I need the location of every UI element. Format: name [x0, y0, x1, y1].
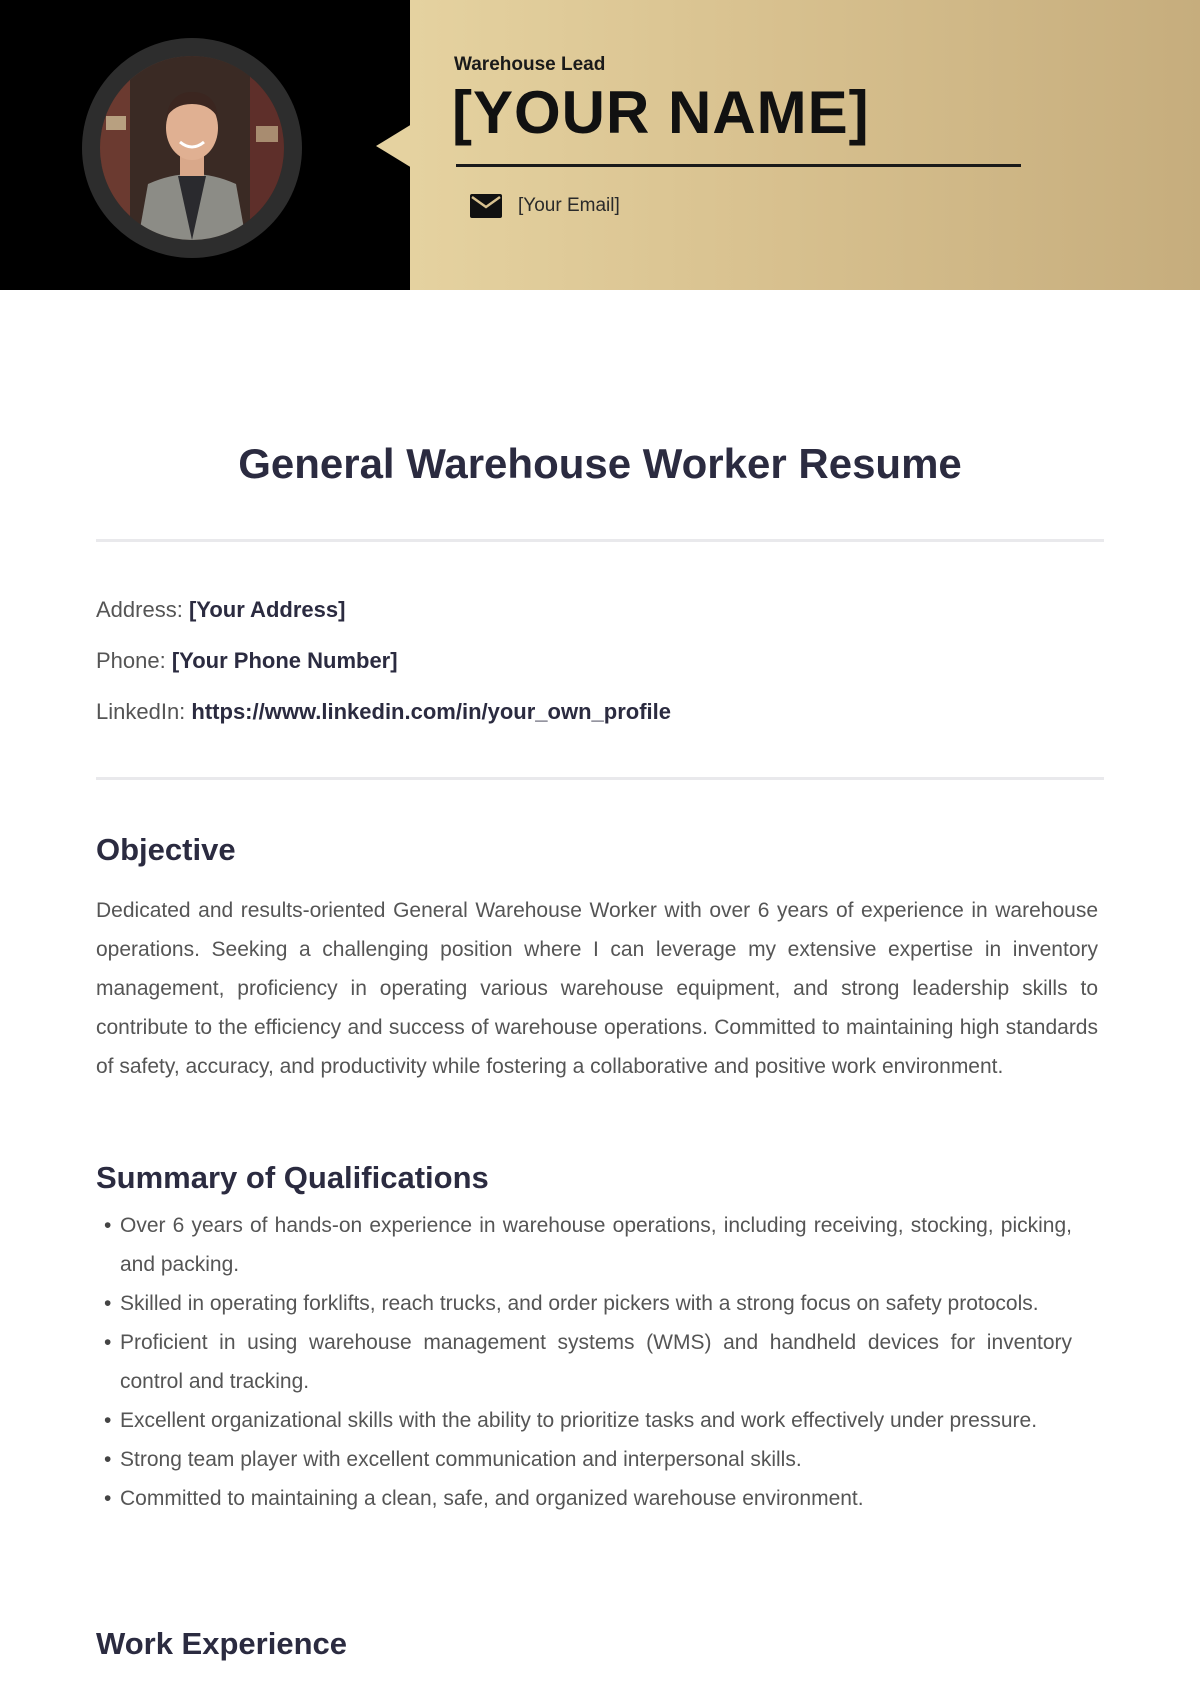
email-text: [Your Email]	[518, 195, 620, 216]
list-item: • Strong team player with excellent communication and interpersonal skills.	[96, 1440, 1072, 1479]
profile-photo-frame	[82, 38, 302, 258]
list-item: • Excellent organizational skills with the ability to prioritize tasks and work effectively under pressure.	[96, 1401, 1072, 1440]
phone-value: [Your Phone Number]	[171, 648, 398, 673]
qualifications-list	[96, 1206, 1072, 1518]
list-item: • Committed to maintaining a clean, safe, and organized warehouse environment.	[96, 1479, 1072, 1518]
envelope-icon	[470, 194, 502, 218]
list-item: • Over 6 years of hands-on experience in warehouse operations, including receiving, stocking, picking, and packing.	[96, 1206, 1072, 1284]
address-line	[96, 597, 345, 623]
objective-heading: Objective	[96, 832, 236, 867]
header-pointer	[376, 124, 412, 168]
list-item: • Skilled in operating forklifts, reach trucks, and order pickers with a strong focus on safety protocols.	[96, 1284, 1072, 1323]
address-value: [Your Address]	[188, 597, 346, 622]
address-label: Address:	[96, 597, 183, 622]
divider-top	[96, 539, 1104, 542]
person-illustration	[100, 56, 284, 240]
objective-text: Dedicated and results-oriented General Warehouse Worker with over 6 years of experience in warehouse operations. Seeking a challenging position where I can leverage my extensive expertise in inventory management, proficiency in operating various warehouse equipment, and strong leadership skills to contribute to the efficiency and success of warehouse operations. Committed to maintaining high standards of safety, accuracy, and productivity while fostering a collaborative and positive work environment.	[96, 899, 1098, 1078]
linkedin-line	[96, 699, 671, 725]
profile-photo	[100, 56, 284, 240]
phone-label: Phone:	[96, 648, 166, 673]
divider-contact	[96, 777, 1104, 780]
linkedin-label: LinkedIn:	[96, 699, 186, 724]
name-divider	[456, 164, 1021, 167]
list-item: • Proficient in using warehouse management systems (WMS) and handheld devices for inventory control and tracking.	[96, 1323, 1072, 1401]
header-photo-panel	[0, 0, 410, 290]
email-row	[470, 194, 620, 218]
resume-header	[0, 0, 1200, 290]
qualifications-heading: Summary of Qualifications	[96, 1160, 489, 1195]
linkedin-link[interactable]: https://www.linkedin.com/in/your_own_profile	[191, 699, 671, 724]
work-experience-heading: Work Experience	[96, 1626, 347, 1661]
phone-line	[96, 648, 398, 674]
candidate-name: [YOUR NAME]	[452, 79, 870, 146]
job-title: Warehouse Lead	[454, 54, 606, 75]
document-title: General Warehouse Worker Resume	[238, 440, 962, 487]
